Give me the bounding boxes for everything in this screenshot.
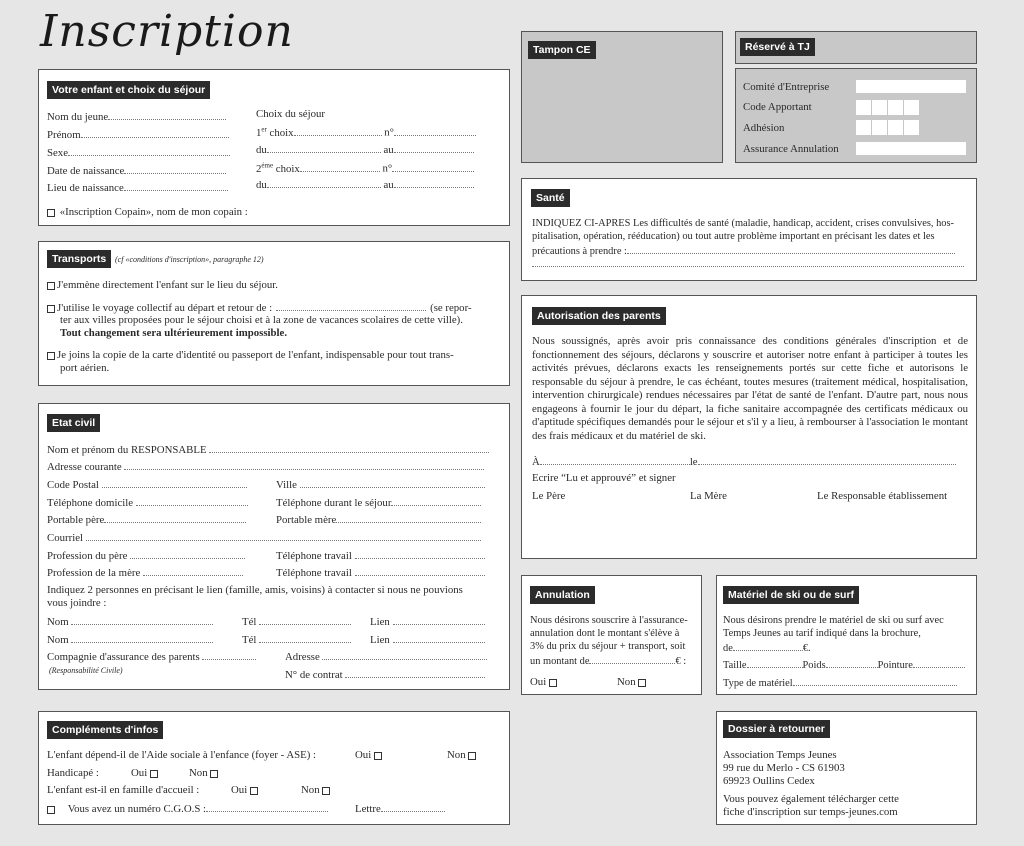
contact2-lien-field[interactable] <box>393 633 485 643</box>
profession-mere-field[interactable] <box>143 566 243 576</box>
lieu-field[interactable] <box>124 181 228 191</box>
section-enfant: Votre enfant et choix du séjour Nom du jeune Prénom Sexe Date de naissance Lieu de naissance Choix du séjour 1er choix n° du au $2^{éme}$ choix n° du au «Inscription Copain», nom de mon copain : <box>38 69 510 226</box>
section-heading: Dossier à retourner <box>723 720 830 738</box>
section-heading: Annulation <box>530 586 595 604</box>
code-cell-3[interactable] <box>888 100 903 115</box>
choix2-du-field[interactable] <box>267 178 381 188</box>
prenom-field[interactable] <box>81 128 229 138</box>
section-heading: Réservé à TJ <box>740 38 815 56</box>
section-heading: Etat civil <box>47 414 100 432</box>
section-heading: Votre enfant et choix du séjour <box>47 81 210 99</box>
ville-depart-field[interactable] <box>276 301 426 311</box>
section-etat-civil: Etat civil Nom et prénom du RESPONSABLE Adresse courante Code Postal Ville Téléphone domicile Téléphone durant le séjour Portable père Portable mère Courriel Profession du père Téléphone travail Profession de la mère Téléphone travail Indiquez 2 personnes en précisant le lien (famille, amis, voisins) à contacter si nous ne pouvions vous joindre : Nom Tél Lien Nom Tél Lien Compagnie d'assurance des parents (Responsabilité Civile) Adresse N° de contrat <box>38 403 510 690</box>
section-transports: Transports (cf «conditions d'inscription», paragraphe 12) J'emmène directement l'enfant sur le lieu du séjour. J'utilise le voyage collectif au départ et retour de : (se repor- ter aux villes proposées pour le séjour choisi et à la zone de vacances scolaires de cette ville). Tout changement sera ultérieurement impossible. Je joins la copie de la carte d'identité ou passeport de l'enfant, indispensable pour tout trans- port aérien. <box>38 241 510 386</box>
responsable-field[interactable] <box>209 443 489 453</box>
nom-jeune-field[interactable] <box>108 110 226 120</box>
tel-travail-mere-field[interactable] <box>355 566 485 576</box>
section-reserve: Comité d'Entreprise Code Apportant Adhésion Assurance Annulation <box>735 68 977 163</box>
assurance-annulation-field[interactable] <box>856 142 966 155</box>
cgos-checkbox[interactable] <box>47 806 55 814</box>
choix2-field[interactable] <box>300 162 380 172</box>
sante-field-2[interactable] <box>532 257 964 267</box>
handicap-non-checkbox[interactable] <box>210 770 218 778</box>
choix1-no-field[interactable] <box>394 126 476 136</box>
cgos-field[interactable] <box>206 802 328 812</box>
lettre-field[interactable] <box>381 802 445 812</box>
choix1-field[interactable] <box>294 126 382 136</box>
assurance-field[interactable] <box>202 650 256 660</box>
naissance-field[interactable] <box>124 164 226 174</box>
code-cell-1[interactable] <box>856 100 871 115</box>
transport-collectif-checkbox[interactable] <box>47 305 55 313</box>
contact2-nom-field[interactable] <box>71 633 213 643</box>
adhesion-cell-4[interactable] <box>904 120 919 135</box>
cp-field[interactable] <box>102 478 247 488</box>
adhesion-cell-3[interactable] <box>888 120 903 135</box>
section-complements: Compléments d'infos L'enfant dépend-il de l'Aide sociale à l'enfance (foyer - ASE) : Oui Non Handicapé : Oui Non L'enfant est-il en famille d'accueil : Oui Non Vous avez un numéro C.G.O.S : Lettre <box>38 711 510 825</box>
code-cell-2[interactable] <box>872 100 887 115</box>
adhesion-cell-1[interactable] <box>856 120 871 135</box>
section-heading: Compléments d'infos <box>47 721 163 739</box>
section-heading: Tampon CE <box>528 41 596 59</box>
section-autorisation: Autorisation des parents Nous soussignés, après avoir pris connaissance des conditions générales d'inscription et de fonctionnement des séjours, déclarons y souscrire et autoriser notre enfant à participer à toutes les activités prévues, déclarons exacts les renseignements portés sur cette fiche et autorisons le responsable du séjour à prendre, le cas échéant, toutes mesures (traitement médical, hospitalisation, intervention chirurgicale) rendues nécessaires par l'état de santé de l'enfant. D'autre part, nous nous engageons à fournir le jour du départ, la fiche sanitaire accompagnée des certificats médicaux ou d'aptitude spécifiques demandés pour le séjour et s'il y a lieu, à rembourser à l'association le montant des frais médicaux et du matériel de ski. À le Ecrire “Lu et approuvé” et signer Le Père La Mère Le Responsable établissement <box>521 295 977 559</box>
ase-oui-checkbox[interactable] <box>374 752 382 760</box>
profession-pere-field[interactable] <box>130 549 245 559</box>
montant-annulation-field[interactable] <box>589 654 675 664</box>
poids-field[interactable] <box>826 658 878 668</box>
lieu-signature-field[interactable] <box>540 455 690 465</box>
transport-direct-checkbox[interactable] <box>47 282 55 290</box>
section-dossier: Dossier à retourner Association Temps Jeunes 99 rue du Merlo - CS 61903 69923 Oullins Cedex Vous pouvez également télécharger cette fiche d'inscription sur temps-jeunes.com <box>716 711 977 825</box>
ase-non-checkbox[interactable] <box>468 752 476 760</box>
annulation-oui-checkbox[interactable] <box>549 679 557 687</box>
tel-travail-pere-field[interactable] <box>355 549 485 559</box>
sexe-field[interactable] <box>68 146 230 156</box>
type-materiel-field[interactable] <box>793 676 957 686</box>
pointure-field[interactable] <box>913 658 965 668</box>
accueil-oui-checkbox[interactable] <box>250 787 258 795</box>
ville-field[interactable] <box>300 478 485 488</box>
adresse-field[interactable] <box>124 460 484 470</box>
contact1-nom-field[interactable] <box>71 615 213 625</box>
signature-pere[interactable]: Le Père <box>532 490 566 502</box>
tel-domicile-field[interactable] <box>136 496 248 506</box>
portable-mere-field[interactable] <box>336 513 481 523</box>
choix2-no-field[interactable] <box>392 162 474 172</box>
courriel-field[interactable] <box>86 531 481 541</box>
adhesion-cell-2[interactable] <box>872 120 887 135</box>
section-reserve-header <box>735 31 977 64</box>
section-annulation: Annulation Nous désirons souscrire à l'assurance- annulation dont le montant s'élève à 3% du prix du séjour + transport, soit un montant de € : Oui Non <box>521 575 702 695</box>
assurance-adresse-field[interactable] <box>322 650 487 660</box>
contact2-tel-field[interactable] <box>259 633 351 643</box>
tel-sejour-field[interactable] <box>391 496 481 506</box>
section-heading: Santé <box>531 189 570 207</box>
autorisation-text: Nous soussignés, après avoir pris connaissance des conditions générales d'inscription et de fonctionnement des séjours, déclarons y souscrire et autoriser notre enfant à participer à toutes les activités prévues, déclarons exacts les renseignements portés sur cette fiche et autorisons le responsable du séjour à prendre, le cas échéant, toutes mesures (traitement médical, hospitalisation, intervention chirurgicale) rendues nécessaires par l'état de santé de l'enfant. D'autre part, nous nous engageons à fournir le jour du départ, la fiche sanitaire accompagnée des certificats médicaux ou d'aptitude spécifiques demandés pour le séjour et s'il y a lieu, à rembourser à l'association le montant des frais médicaux et du matériel de ski. <box>532 335 968 442</box>
sante-field-1[interactable] <box>627 244 955 254</box>
download-link[interactable]: fiche d'inscription sur temps-jeunes.com <box>723 806 898 818</box>
section-ski: Matériel de ski ou de surf Nous désirons prendre le matériel de ski ou surf avec Temps Jeunes au tarif indiqué dans la brochure, de €. Taille Poids Pointure Type de matériel <box>716 575 977 695</box>
section-heading: Autorisation des parents <box>532 307 666 325</box>
signature-mere[interactable]: La Mère <box>690 490 727 502</box>
handicap-oui-checkbox[interactable] <box>150 770 158 778</box>
choix1-au-field[interactable] <box>394 143 474 153</box>
section-tampon <box>521 31 723 163</box>
choix2-au-field[interactable] <box>394 178 474 188</box>
contact1-tel-field[interactable] <box>259 615 351 625</box>
page-title: Inscription <box>40 6 294 57</box>
comite-field[interactable] <box>856 80 966 93</box>
section-heading: Matériel de ski ou de surf <box>723 586 859 604</box>
date-signature-field[interactable] <box>698 455 956 465</box>
signature-responsable[interactable]: Le Responsable établissement <box>817 490 948 502</box>
contact1-lien-field[interactable] <box>393 615 485 625</box>
annulation-non-checkbox[interactable] <box>638 679 646 687</box>
transport-aerien-checkbox[interactable] <box>47 352 55 360</box>
choix-title: Choix du séjour <box>256 108 325 120</box>
contrat-field[interactable] <box>345 668 485 678</box>
accueil-non-checkbox[interactable] <box>322 787 330 795</box>
section-sante: Santé INDIQUEZ CI-APRES Les difficultés de santé (maladie, handicap, accident, crises convulsives, hos- pitalisation, opération, rééducation) ou tout autre problème important en précisant les dates et les précautions à prendre : <box>521 178 977 281</box>
montant-ski-field[interactable] <box>733 641 803 651</box>
section-heading: Transports <box>47 250 111 268</box>
choix1-du-field[interactable] <box>267 143 381 153</box>
copain-checkbox[interactable] <box>47 209 55 217</box>
taille-field[interactable] <box>747 658 803 668</box>
portable-pere-field[interactable] <box>104 513 246 523</box>
code-cell-4[interactable] <box>904 100 919 115</box>
